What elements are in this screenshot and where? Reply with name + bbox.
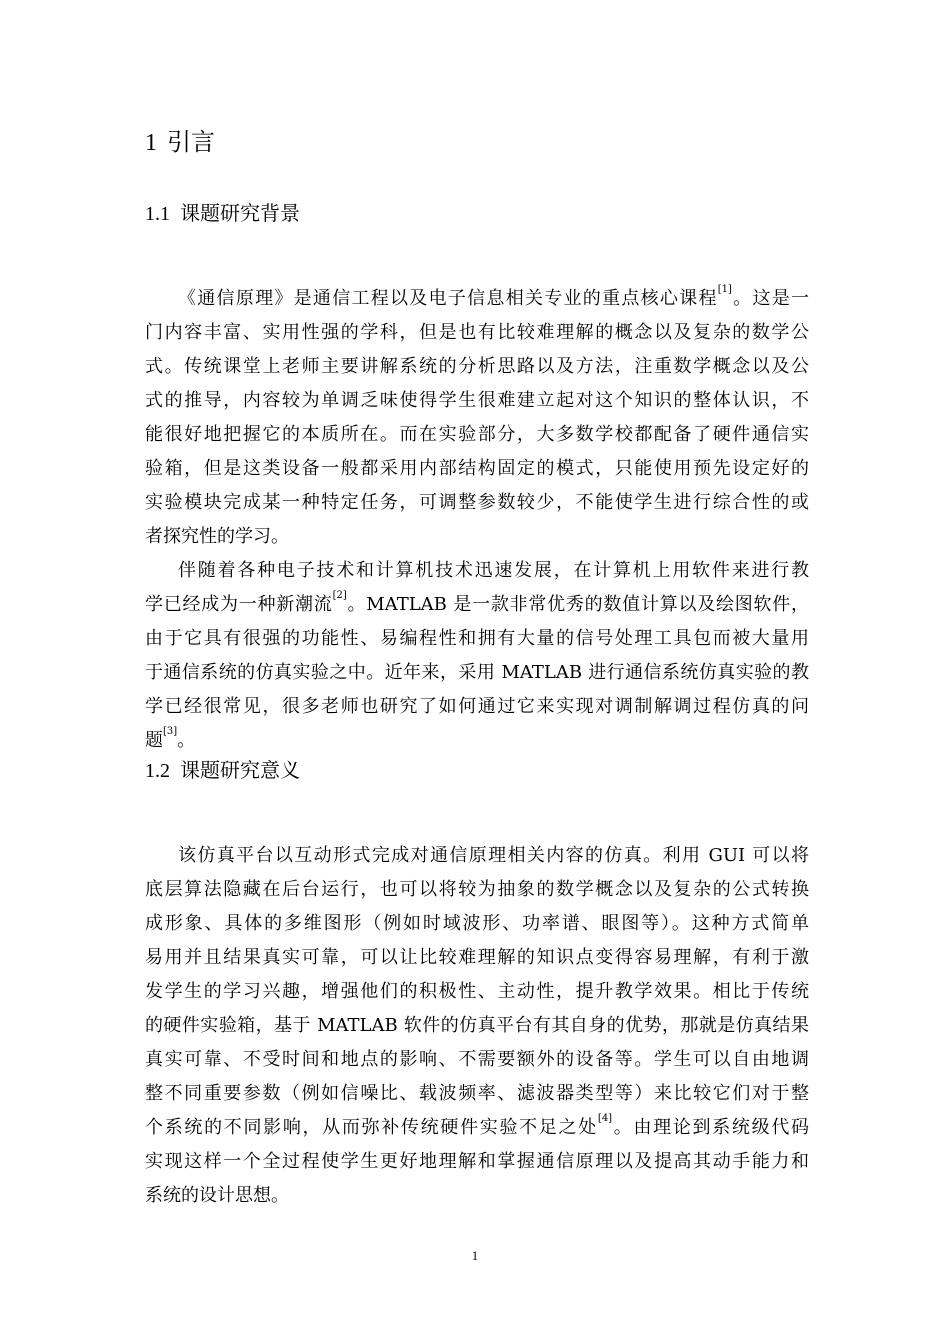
paragraph-line [145,1009,809,1043]
paragraph-line [145,418,809,452]
line-text: 底层算法隐藏在后台运行，也可以将较为抽象的数学概念以及复杂的公式转换 [145,879,809,900]
paragraph-line [145,588,809,622]
line-text-tail: 。 [177,730,196,751]
section-number: 1.2 [145,760,170,782]
paragraph-line [145,554,809,588]
section-heading-background [145,198,300,229]
line-text: 式。传统课堂上老师主要讲解系统的分析思路以及方法，注重数学概念以及公 [145,356,809,377]
line-text: 者探究性的学习。 [145,526,289,547]
paragraph-line [145,941,809,975]
paragraph-line [145,690,809,724]
paragraph-line [145,1077,809,1111]
paragraph-line [145,520,809,554]
line-text: 式的推导，内容较为单调乏味使得学生很难建立起对这个知识的整体认识，不 [145,390,809,411]
line-text: 整不同重要参数（例如信噪比、载波频率、滤波器类型等）来比较它们对于整 [145,1083,809,1104]
line-text: 易用并且结果真实可靠，可以让比较难理解的知识点变得容易理解，有利于激 [145,947,809,968]
paragraph-line [145,873,809,907]
paragraph-line [145,486,809,520]
section-heading-significance [145,755,300,786]
line-text: 验箱，但是这类设备一般都采用内部结构固定的模式，只能使用预先设定好的 [145,458,809,479]
paragraph-line [145,384,809,418]
paragraph-line [145,907,809,941]
paragraph-line [145,1043,809,1077]
line-text: 能很好地把握它的本质所在。而在实验部分，大多数学校都配备了硬件通信实 [145,424,809,445]
line-text: 个系统的不同影响，从而弥补传统硬件实验不足之处 [145,1117,598,1138]
section-title: 课题研究背景 [180,201,300,225]
line-text: 该仿真平台以互动形式完成对通信原理相关内容的仿真。利用 GUI 可以将 [178,845,809,866]
section-body-background [145,282,809,758]
line-text: 的硬件实验箱，基于 MATLAB 软件的仿真平台有其自身的优势，那就是仿真结果 [145,1015,809,1036]
page-number: 1 [471,1248,479,1263]
paragraph-line [145,316,809,350]
line-text: 由于它具有很强的功能性、易编程性和拥有大量的信号处理工具包而被大量用 [145,628,809,649]
line-text: 学已经成为一种新潮流 [145,594,333,615]
line-text: 发学生的学习兴趣，增强他们的积极性、主动性，提升教学效果。相比于传统 [145,981,809,1002]
paragraph-line [145,1145,809,1179]
chapter-title: 引言 [167,128,215,156]
paragraph-line [145,622,809,656]
line-text: 系统的设计思想。 [145,1185,289,1206]
section-body-significance [145,839,809,1213]
line-text: 伴随着各种电子技术和计算机技术迅速发展，在计算机上用软件来进行教 [178,560,809,581]
line-text: 实现这样一个全过程使学生更好地理解和掌握通信原理以及提高其动手能力和 [145,1151,809,1172]
paragraph-line [145,452,809,486]
line-text: 门内容丰富、实用性强的学科，但是也有比较难理解的概念以及复杂的数学公 [145,322,809,343]
line-text: 题 [145,730,163,751]
paragraph-line [145,724,809,758]
line-text: 成形象、具体的多维图形（例如时域波形、功率谱、眼图等）。这种方式简单 [145,913,809,934]
line-text: 学已经很常见，很多老师也研究了如何通过它来实现对调制解调过程仿真的问 [145,696,809,717]
citation-ref: [3] [163,726,178,737]
section-number: 1.1 [145,203,170,225]
chapter-number: 1 [145,130,157,156]
citation-ref: [4] [597,1113,613,1124]
paragraph-line [145,1179,809,1213]
line-text-tail: 。MATLAB 是一款非常优秀的数值计算以及绘图软件， [346,594,809,615]
citation-ref: [1] [717,284,732,295]
paragraph-line [145,839,809,873]
paragraph-line [145,656,809,690]
line-text: 真实可靠、不受时间和地点的影响、不需要额外的设备等。学生可以自由地调 [145,1049,809,1070]
paragraph-line [145,282,809,316]
section-title: 课题研究意义 [180,758,300,782]
line-text-tail: 。由理论到系统级代码 [612,1117,809,1138]
citation-ref: [2] [332,590,347,601]
line-text: 实验模块完成某一种特定任务，可调整参数较少，不能使学生进行综合性的或 [145,492,809,513]
line-text: 《通信原理》是通信工程以及电子信息相关专业的重点核心课程 [178,288,718,309]
paragraph-line [145,1111,809,1145]
paragraph-line [145,975,809,1009]
line-text-tail: 。这是一 [731,288,809,309]
chapter-heading [145,124,215,161]
paragraph-line [145,350,809,384]
line-text: 于通信系统的仿真实验之中。近年来，采用 MATLAB 进行通信系统仿真实验的教 [145,662,809,683]
